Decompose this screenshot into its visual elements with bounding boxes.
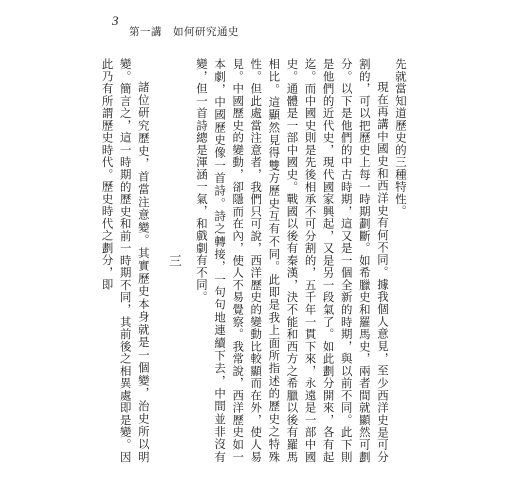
running-header: 第一講 如何研究通史: [129, 26, 239, 38]
body-text: [100, 58, 410, 463]
paragraph-china-vs-west: 現在再講中國史和西洋史有何不同。據我個人意見，至少西洋史是可分割的，可以把歷史上每一時期劃斷。如希臘史和羅馬史，兩者間就顯然可劃分。以下是他們的中古時期，這又是一個全新的時期，與以前不同。此下則是他們的近代史，現代國家興起，又是另一段氣了。如此劃分開來，各有起迄。而中國史則是先後相承不可分割的，五千年一貫下來，永遠是一部中國史。通體是一部中國史。戰國以後有秦漢，決不能和西方之希臘以後有羅馬相比。這顯然見得雙方歷史互有不同。此即是我上面所指述的歷史之特殊性。但此處當注意者，我們只可說，西洋歷史的變動比較顯而在外，使人易見。中國歷史的變動，卻隱而在內，使人不易覺察。我常說，西洋歷史如一本劇，中國歷史像一首詩。詩之轉接，一句句地連續下去，中間並非沒有變，但一首詩總是渾涵一氣，和戲劇有不同。: [194, 58, 390, 463]
paragraph-three-characteristics: 先就當知道歷史的三種特性。: [394, 58, 408, 218]
section-numeral: 三: [165, 254, 181, 267]
page-number: 3: [112, 13, 119, 28]
paragraph-change: 諸位研究歷史，首當注意變。其實歷史本身就是一個變，治史所以明變。簡言之，這一時期的歷史和前一時期不同，其前後之相異處即是變。因此乃有所謂歷史時代。歷史時代之劃分，即: [100, 58, 151, 463]
